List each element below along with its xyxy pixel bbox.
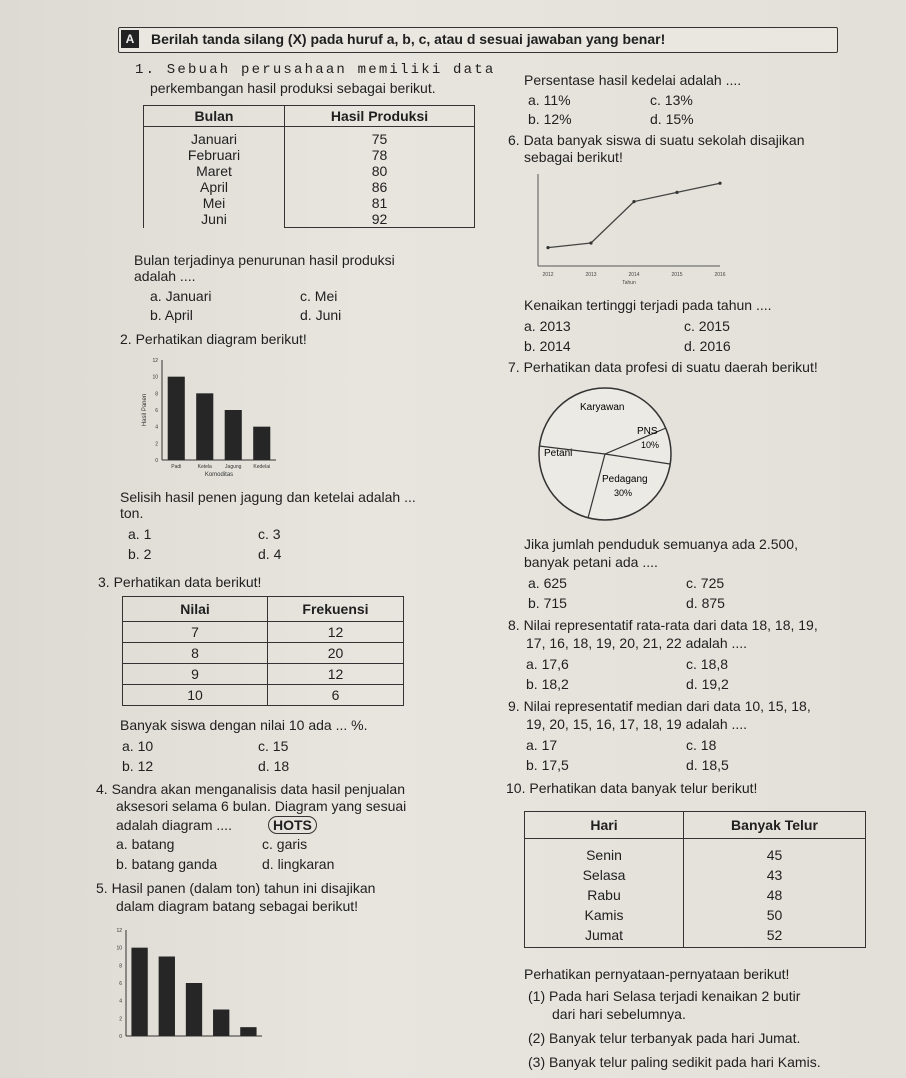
x-tick-label: Kedelai: [253, 464, 271, 470]
x-tick-label: 2013: [585, 272, 597, 278]
data-point: [718, 182, 721, 185]
q2-question-2: ton.: [120, 505, 144, 521]
q6-line1: 6. Data banyak siswa di suatu sekolah disajikan: [508, 132, 805, 148]
q3-option-c[interactable]: c. 15: [258, 738, 289, 754]
q1-line1: 1. Sebuah perusahaan memiliki data: [135, 62, 496, 78]
q8-option-c[interactable]: c. 18,8: [686, 656, 729, 672]
q8-option-b[interactable]: b. 18,2: [526, 676, 569, 692]
q1-line2: perkembangan hasil produksi sebagai berikut.: [150, 80, 436, 96]
series-line: [548, 183, 720, 247]
instruction-header: [118, 27, 838, 53]
q6-option-b[interactable]: b. 2014: [524, 338, 571, 354]
q10-table: [524, 811, 866, 948]
bar: [168, 377, 185, 460]
q4-option-c[interactable]: c. garis: [262, 836, 308, 852]
q1-cell: Januari: [191, 131, 237, 148]
q5-option-b[interactable]: b. 12%: [528, 111, 572, 127]
q3-cell: 12: [268, 622, 404, 643]
q10-cell: 45: [766, 847, 783, 863]
q1-cell: Mei: [202, 195, 226, 212]
y-tick-label: 6: [119, 981, 122, 987]
bar: [225, 410, 242, 460]
q3-cell: 9: [123, 664, 268, 685]
q5-option-d[interactable]: d. 15%: [650, 111, 694, 127]
q3-option-a[interactable]: a. 10: [122, 738, 154, 754]
pie-pct-pns: 10%: [641, 440, 660, 450]
q4-line1: 4. Sandra akan menganalisis data hasil penjualan: [96, 781, 405, 797]
q2-option-d[interactable]: d. 4: [258, 546, 282, 562]
q2-option-b[interactable]: b. 2: [128, 546, 152, 562]
q3-question: Banyak siswa dengan nilai 10 ada ... %.: [120, 717, 368, 733]
q1-question-2: adalah ....: [134, 268, 196, 284]
q3-text: 3. Perhatikan data berikut!: [98, 574, 262, 590]
q10-table-header: Banyak Telur: [684, 812, 866, 839]
y-tick-label: 2: [119, 1016, 122, 1023]
q10-cell: Jumat: [584, 927, 624, 943]
q1-option-a[interactable]: a. Januari: [150, 288, 212, 304]
q1-cell: 78: [371, 147, 388, 163]
q4-option-d[interactable]: d. lingkaran: [262, 856, 335, 872]
q2-option-a[interactable]: a. 1: [128, 526, 152, 542]
q7-text: 7. Perhatikan data profesi di suatu daerah berikut!: [508, 359, 818, 375]
q10-statement-1: (1) Pada hari Selasa terjadi kenaikan 2 butir: [528, 988, 801, 1004]
q10-statements-intro: Perhatikan pernyataan-pernyataan berikut!: [524, 966, 790, 982]
y-tick-label: 4: [119, 998, 122, 1005]
q1-cell: 80: [371, 163, 388, 179]
y-tick-label: 4: [155, 424, 158, 431]
q7-question: Jika jumlah penduduk semuanya ada 2.500,: [524, 536, 798, 552]
q10-statement-2: (2) Banyak telur terbanyak pada hari Jumat.: [528, 1030, 801, 1046]
y-tick-label: 0: [119, 1034, 122, 1040]
q6-line-chart: [524, 168, 724, 290]
q3-cell: 10: [123, 685, 268, 706]
q1-cell: 75: [371, 131, 388, 147]
q7-option-b[interactable]: b. 715: [528, 595, 567, 611]
q3-table-header: Frekuensi: [268, 597, 404, 622]
x-axis-label: Tahun: [622, 280, 636, 286]
q8-option-a[interactable]: a. 17,6: [526, 656, 569, 672]
hots-badge: HOTS: [268, 816, 317, 834]
q10-cell: 52: [766, 927, 783, 943]
q7-option-a[interactable]: a. 625: [528, 575, 567, 591]
q1-cell: April: [199, 179, 228, 196]
x-axis-label: Komoditas: [204, 472, 234, 478]
pie-label-pedagang: Pedagang: [602, 474, 648, 485]
q10-cell: 48: [766, 887, 783, 903]
pie-label-pns: PNS: [637, 426, 658, 437]
q10-cell: 50: [766, 907, 783, 923]
section-badge: A: [121, 30, 139, 48]
y-tick-label: 12: [116, 928, 122, 934]
q1-cell: Februari: [187, 147, 241, 164]
q8-option-d[interactable]: d. 19,2: [686, 676, 729, 692]
bar: [131, 948, 147, 1036]
q4-line3: adalah diagram ....: [116, 817, 232, 833]
y-tick-label: 2: [155, 441, 158, 448]
bar: [240, 1027, 256, 1036]
q10-cell: Selasa: [582, 867, 626, 883]
q1-table-header: Bulan: [144, 106, 285, 127]
bar: [196, 393, 213, 460]
y-tick-label: 8: [155, 391, 158, 398]
q9-option-d[interactable]: d. 18,5: [686, 757, 729, 773]
q1-cell: Juni: [201, 211, 227, 228]
bar: [186, 983, 202, 1036]
q4-line2: aksesori selama 6 bulan. Diagram yang sesuai: [116, 798, 407, 814]
data-point: [632, 200, 635, 203]
y-tick-label: 10: [152, 374, 158, 381]
x-tick-label: 2012: [542, 272, 554, 278]
q6-option-a[interactable]: a. 2013: [524, 318, 571, 334]
q6-question: Kenaikan tertinggi terjadi pada tahun ....: [524, 297, 772, 313]
y-axis-label: Hasil Panen: [142, 393, 148, 427]
q10-text: 10. Perhatikan data banyak telur berikut!: [506, 780, 758, 796]
pie-pct-pedagang: 30%: [614, 488, 633, 498]
q3-option-d[interactable]: d. 18: [258, 758, 290, 774]
y-tick-label: 12: [152, 358, 158, 364]
q1-cell: 86: [371, 179, 388, 195]
q1-cell: Maret: [196, 163, 232, 180]
q10-table-header: Hari: [525, 812, 684, 839]
bar: [213, 1010, 229, 1037]
x-tick-label: 2014: [628, 272, 640, 278]
q2-text: 2. Perhatikan diagram berikut!: [120, 331, 307, 347]
q9-option-c[interactable]: c. 18: [686, 737, 717, 753]
instruction-text: Berilah tanda silang (X) pada huruf a, b, c, atau d sesuai jawaban yang benar!: [151, 31, 666, 47]
q4-option-b[interactable]: b. batang ganda: [116, 856, 218, 872]
data-point: [546, 246, 549, 249]
y-tick-label: 10: [116, 945, 122, 952]
q2-option-c[interactable]: c. 3: [258, 526, 281, 542]
q2-bar-chart: [140, 352, 280, 480]
q5-line2: dalam diagram batang sebagai berikut!: [116, 898, 359, 914]
q1-option-d[interactable]: d. Juni: [300, 307, 342, 323]
q3-cell: 20: [268, 643, 404, 664]
q10-cell: Rabu: [587, 887, 621, 903]
data-point: [589, 241, 592, 244]
q1-table-header: Hasil Produksi: [285, 106, 475, 127]
q5-option-a[interactable]: a. 11%: [528, 92, 571, 108]
q3-cell: 12: [268, 664, 404, 685]
q7-option-d[interactable]: d. 875: [686, 595, 725, 611]
q6-option-c[interactable]: c. 2015: [684, 318, 730, 334]
pie-label-karyawan: Karyawan: [580, 402, 625, 413]
q9-line2: 19, 20, 15, 16, 17, 18, 19 adalah ....: [526, 716, 748, 732]
q6-line2: sebagai berikut!: [524, 149, 623, 165]
q1-cell: 81: [371, 195, 388, 211]
q3-cell: 7: [123, 622, 268, 643]
q3-cell: 8: [123, 643, 268, 664]
q9-option-b[interactable]: b. 17,5: [526, 757, 569, 773]
q7-question-2: banyak petani ada ....: [524, 554, 658, 570]
q7-option-c[interactable]: c. 725: [686, 575, 725, 591]
q3-cell: 6: [268, 685, 404, 706]
q1-question: Bulan terjadinya penurunan hasil produksi: [134, 252, 395, 268]
q8-line2: 17, 16, 18, 19, 20, 21, 22 adalah ....: [526, 635, 748, 651]
q3-table-header: Nilai: [123, 597, 268, 622]
pie-label-petani: Petani: [544, 448, 573, 459]
q10-statement-1-cont: dari hari sebelumnya.: [552, 1006, 686, 1022]
data-point: [675, 191, 678, 194]
q10-cell: Kamis: [584, 907, 624, 923]
y-tick-label: 6: [155, 408, 158, 414]
q1-cell: 92: [371, 211, 388, 227]
bar: [159, 957, 175, 1037]
q10-statement-3: (3) Banyak telur paling sedikit pada hari Kamis.: [528, 1054, 821, 1070]
x-tick-label: Padi: [171, 464, 182, 470]
q10-cell: Senin: [586, 847, 622, 863]
q1-option-c[interactable]: c. Mei: [300, 288, 338, 304]
q3-table: [122, 596, 404, 706]
q10-cell: 43: [766, 867, 783, 883]
x-tick-label: 2015: [671, 272, 683, 278]
q5-bar-chart: [112, 922, 272, 1050]
y-tick-label: 8: [119, 963, 122, 970]
q8-line1: 8. Nilai representatif rata-rata dari data 18, 18, 19,: [508, 617, 818, 633]
q5-line1: 5. Hasil panen (dalam ton) tahun ini disajikan: [96, 880, 376, 896]
x-tick-label: 2016: [714, 272, 726, 278]
q1-option-b[interactable]: b. April: [150, 307, 193, 323]
x-tick-label: Ketela: [197, 464, 212, 470]
q5-option-c[interactable]: c. 13%: [650, 92, 693, 108]
q6-option-d[interactable]: d. 2016: [684, 338, 731, 354]
q9-line1: 9. Nilai representatif median dari data 10, 15, 18,: [508, 698, 811, 714]
q1-table: [143, 105, 475, 228]
x-tick-label: Jagung: [225, 464, 242, 470]
bar: [253, 427, 270, 460]
q3-option-b[interactable]: b. 12: [122, 758, 154, 774]
y-tick-label: 0: [155, 458, 158, 464]
q7-pie-chart: [530, 384, 680, 524]
q4-option-a[interactable]: a. batang: [116, 836, 175, 852]
q9-option-a[interactable]: a. 17: [526, 737, 558, 753]
q2-question: Selisih hasil penen jagung dan ketelai adalah ...: [120, 489, 416, 505]
q5-question: Persentase hasil kedelai adalah ....: [524, 72, 742, 88]
